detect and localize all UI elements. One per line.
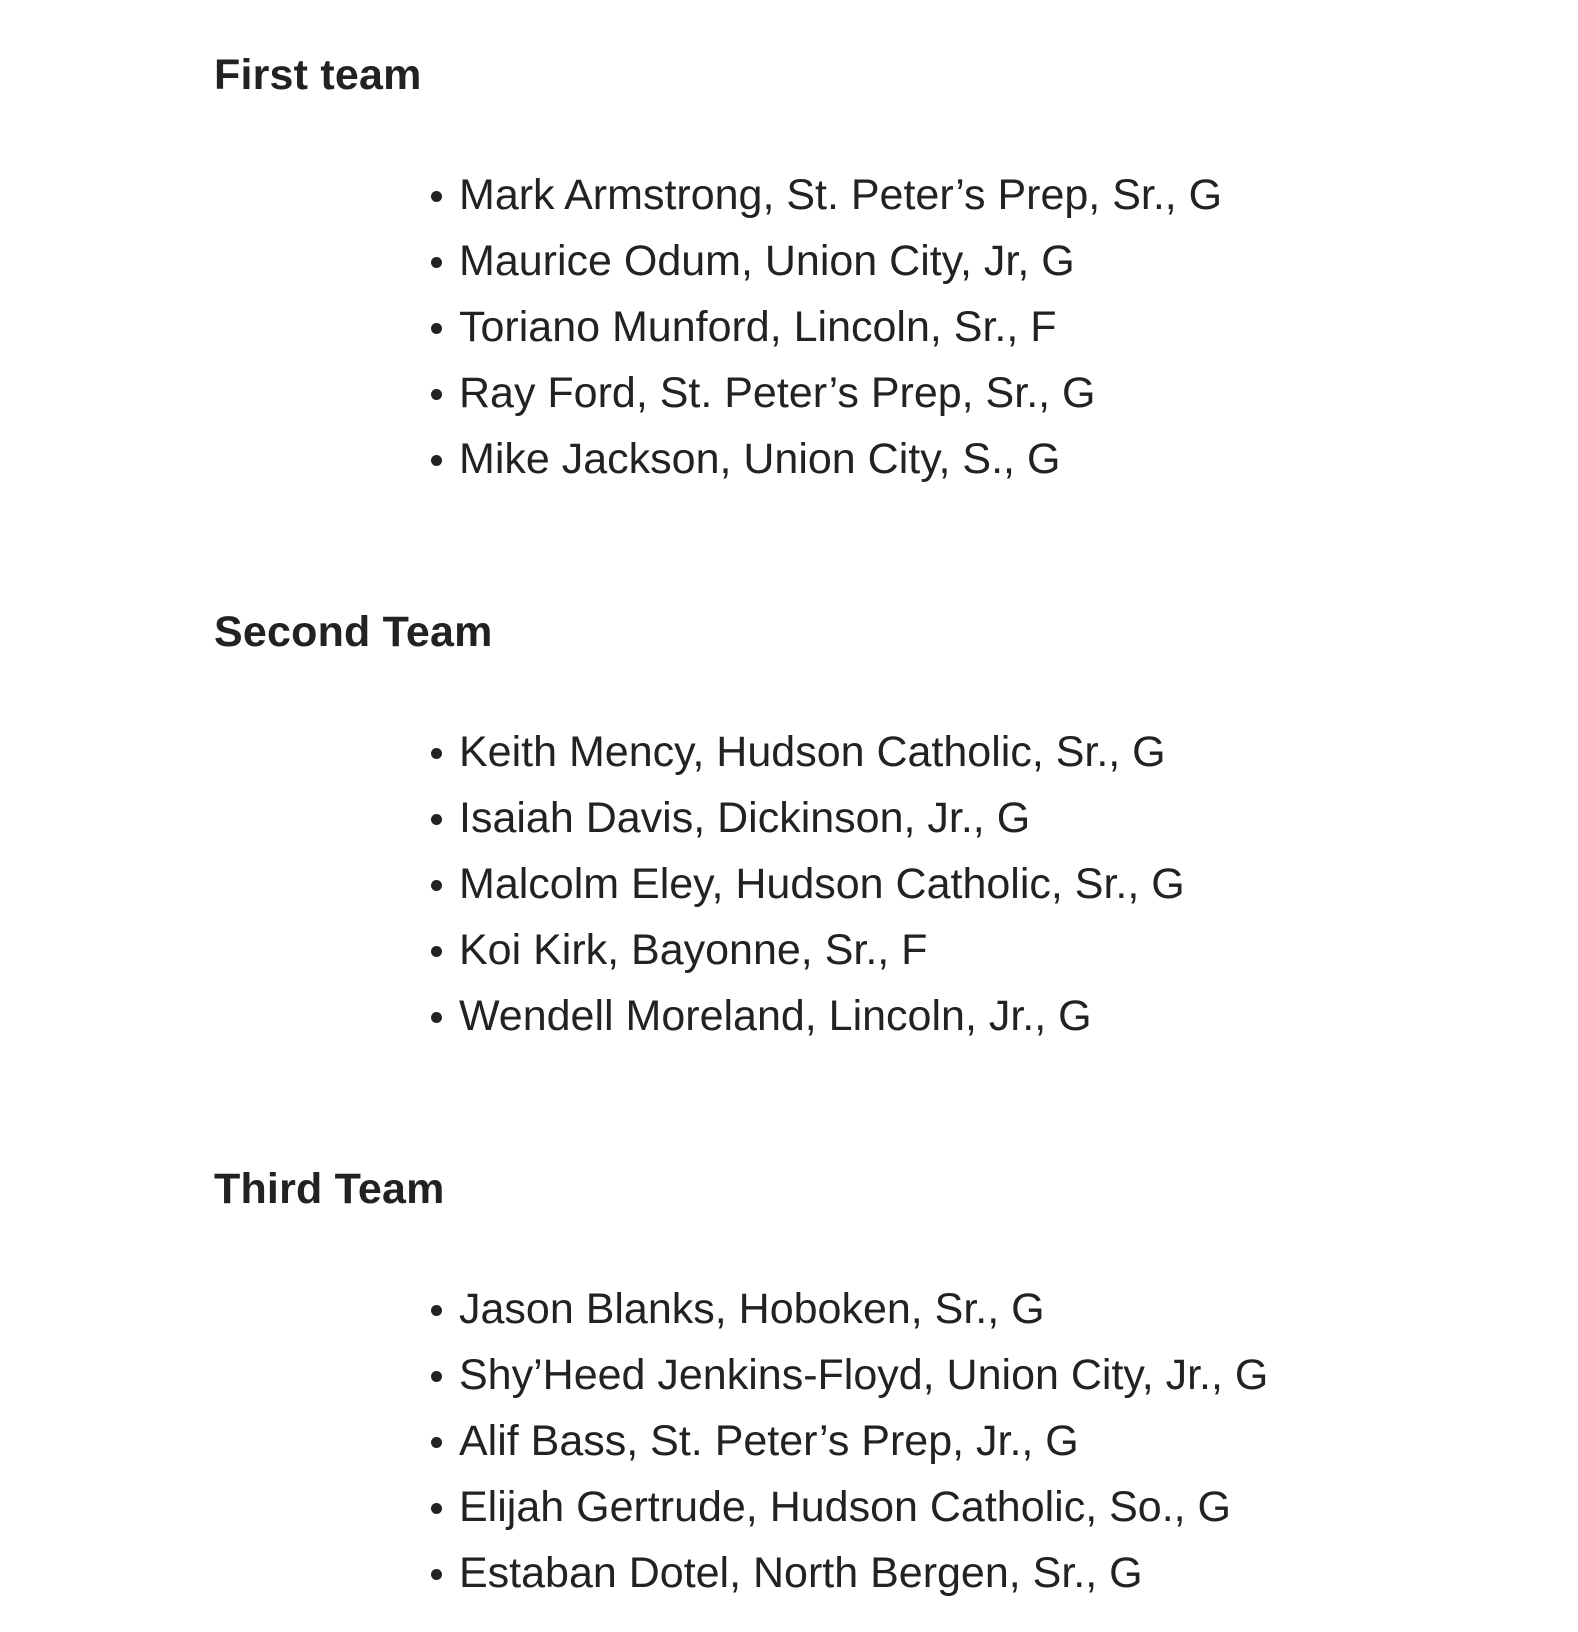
player-entry: Elijah Gertrude, Hudson Catholic, So., G (459, 1483, 1231, 1531)
bullet-icon (431, 1305, 442, 1316)
player-entry: Isaiah Davis, Dickinson, Jr., G (459, 794, 1031, 842)
bullet-icon (431, 748, 442, 759)
bullet-icon (431, 323, 442, 334)
bullet-icon (431, 1437, 442, 1448)
player-list-item (459, 851, 1185, 917)
player-entry: Malcolm Eley, Hudson Catholic, Sr., G (459, 860, 1185, 908)
player-entry: Keith Mency, Hudson Catholic, Sr., G (459, 728, 1166, 776)
bullet-icon (431, 1012, 442, 1023)
player-entry: Toriano Munford, Lincoln, Sr., F (459, 303, 1057, 351)
first-team-player-list (459, 162, 1222, 492)
player-list-item (459, 426, 1222, 492)
player-entry: Estaban Dotel, North Bergen, Sr., G (459, 1549, 1143, 1597)
player-list-item (459, 162, 1222, 228)
bullet-icon (431, 257, 442, 268)
player-list-item (459, 1342, 1268, 1408)
bullet-icon (431, 191, 442, 202)
third-team-player-list (459, 1276, 1268, 1606)
bullet-icon (431, 946, 442, 957)
player-list-item (459, 917, 1185, 983)
bullet-icon (431, 814, 442, 825)
player-entry: Alif Bass, St. Peter’s Prep, Jr., G (459, 1417, 1079, 1465)
player-entry: Shy’Heed Jenkins-Floyd, Union City, Jr., G (459, 1351, 1269, 1399)
player-entry: Maurice Odum, Union City, Jr, G (459, 237, 1075, 285)
bullet-icon (431, 1569, 442, 1580)
player-list-item (459, 983, 1185, 1049)
bullet-icon (431, 1371, 442, 1382)
second-team-heading: Second Team (214, 608, 493, 656)
bullet-icon (431, 1503, 442, 1514)
player-list-item (459, 360, 1222, 426)
player-entry: Wendell Moreland, Lincoln, Jr., G (459, 992, 1092, 1040)
player-list-item (459, 719, 1185, 785)
first-team-heading: First team (214, 51, 422, 99)
second-team-player-list (459, 719, 1185, 1049)
bullet-icon (431, 880, 442, 891)
player-list-item (459, 1276, 1268, 1342)
player-entry: Jason Blanks, Hoboken, Sr., G (459, 1285, 1045, 1333)
player-entry: Koi Kirk, Bayonne, Sr., F (459, 926, 928, 974)
bullet-icon (431, 455, 442, 466)
player-list-item (459, 785, 1185, 851)
player-list-item (459, 1474, 1268, 1540)
player-list-item (459, 1408, 1268, 1474)
player-entry: Mike Jackson, Union City, S., G (459, 435, 1061, 483)
player-list-item (459, 1540, 1268, 1606)
bullet-icon (431, 389, 442, 400)
third-team-heading: Third Team (214, 1165, 445, 1213)
player-entry: Mark Armstrong, St. Peter’s Prep, Sr., G (459, 171, 1223, 219)
player-entry: Ray Ford, St. Peter’s Prep, Sr., G (459, 369, 1096, 417)
player-list-item (459, 294, 1222, 360)
player-list-item (459, 228, 1222, 294)
